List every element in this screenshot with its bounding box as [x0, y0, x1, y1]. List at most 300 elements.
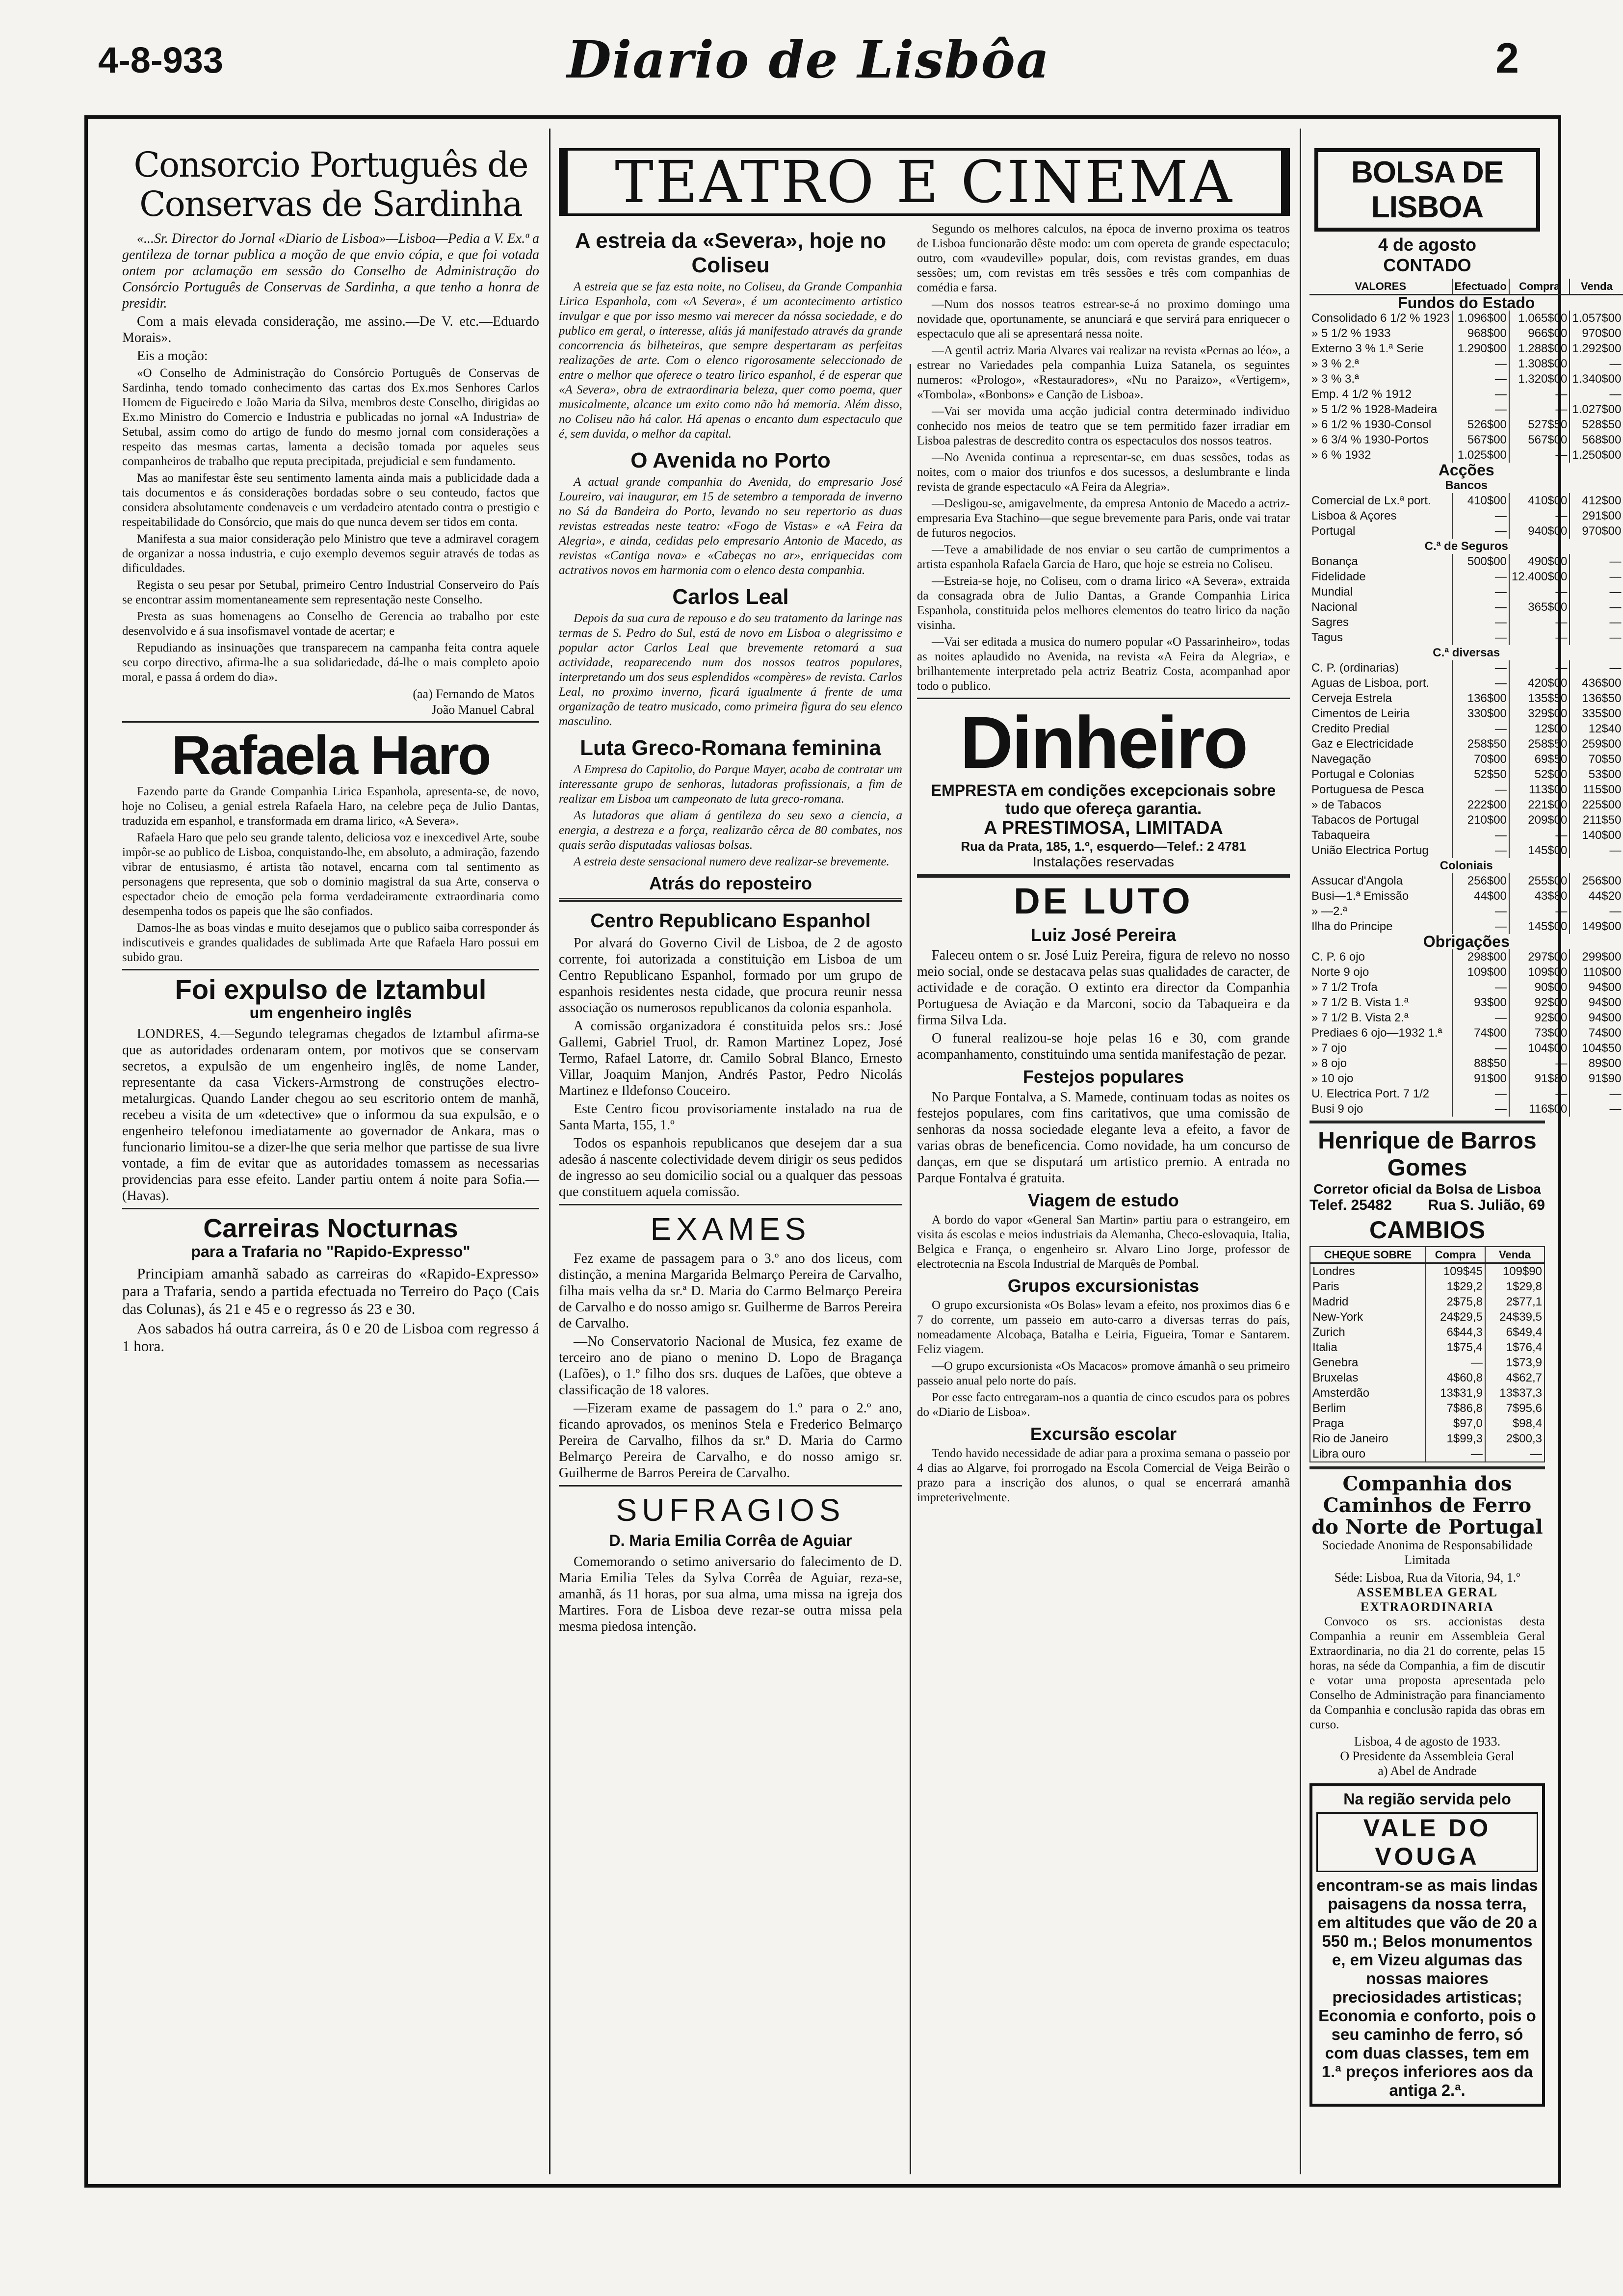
column-rule — [910, 364, 911, 2174]
security-name: Navegação — [1311, 753, 1371, 766]
article-paragraph: Principiam amanhã sabado as carreiras do «Rapido-Expresso» para a Trafaria, sendo a partida efectuada no Terreiro do Paço (Cais das Colunas), ás 21 e 45 e o regresso ás 23 e 30. — [122, 1265, 539, 1317]
article-paragraph: «...Sr. Director do Jornal «Diario de Lisboa»—Lisboa—Pedia a V. Ex.ª a gentileza de tornar publica a moção de que envio cópia, e que foi votada ontem por aclamação em sessão do Conselho de Administração do Consórcio Português de Conservas de Sardinha, a que tenho a honra de presidir. — [122, 231, 539, 311]
price-cell: 410$00 — [1509, 493, 1570, 508]
column-4 — [1309, 138, 1622, 2169]
notice-title: Companhia dos Caminhos de Ferro do Norte de Portugal — [1311, 1472, 1543, 1539]
table-row — [1309, 706, 1623, 721]
article-paragraph: Manifesta a sua maior consideração pelo Ministro que teve a admiravel coragem de organizar a nossa industria, e cujo exemplo devemos seguir através de todas as dificuldades. — [122, 532, 539, 575]
article-paragraph: —Vai ser editada a musica do numero popular «O Passarinheiro», todas as noites aplaudido no Avenida, na revista «A Feira da Alegria», e brilhantemente interpretado pela actriz Beatriz Costa, acompanhad apor todo o publico. — [917, 635, 1290, 693]
article-paragraph: —Estreia-se hoje, no Coliseu, com o drama lirico «A Severa», extraida da consagrada obra de Julio Dantas, a Grande Companhia Lirica Espanhola, constituida pelos melhores elementos do teatro lirico da nação visinha. — [917, 574, 1290, 632]
table-row — [1309, 660, 1623, 676]
table-row — [1310, 1416, 1544, 1431]
article-paragraph: —Teve a amabilidade de nos enviar o seu cartão de cumprimentos a artista espanhola Rafaela Garcia de Haro, que hoje se estreia no Coliseu. — [917, 543, 1290, 571]
notice-line: Sociedade Anonima de Responsabilidade Limitada — [1322, 1538, 1533, 1567]
caminhos-notice — [1309, 1473, 1545, 1778]
rate-cell: 2$00,3 — [1485, 1431, 1544, 1446]
security-name: » 3 % 2.ª — [1311, 357, 1359, 370]
security-name: Assucar d'Angola — [1311, 874, 1403, 887]
divider — [1309, 1466, 1545, 1469]
page-number: 2 — [1495, 35, 1519, 82]
table-row — [1309, 919, 1623, 934]
ad-line: Rua da Prata, 185, 1.º, esquerdo—Telef.: 2 4781 — [961, 839, 1246, 854]
notice-line: O Presidente da Assembleia Geral — [1340, 1749, 1515, 1763]
price-cell: 329$00 — [1509, 706, 1570, 721]
security-name: Portugal e Colonias — [1311, 768, 1414, 781]
price-cell: 94$00 — [1570, 995, 1623, 1010]
currency-city: Italia — [1312, 1341, 1337, 1354]
price-cell: — — [1452, 523, 1509, 539]
security-name: Tabacos de Portugal — [1311, 813, 1419, 827]
table-row — [1309, 1056, 1623, 1071]
table-row — [1309, 523, 1623, 539]
price-cell: — — [1452, 371, 1509, 387]
article-paragraph: —A gentil actriz Maria Alvares vai realizar na revista «Pernas ao léo», a estrear no Variedades pela companhia Luiza Satanela, os seguintes numeros: «Prologo», «Restauradores», «Nu no Paraizo», «Vertigem», «Tombola», «Bonbons» e Canção de Lisboa». — [917, 344, 1290, 401]
price-cell: 1.065$00 — [1509, 311, 1570, 326]
rate-cell: 13$37,3 — [1485, 1385, 1544, 1401]
price-cell: 567$00 — [1452, 432, 1509, 447]
price-cell: 211$50 — [1570, 812, 1623, 828]
price-cell: 966$00 — [1509, 326, 1570, 341]
price-cell: 92$00 — [1509, 1010, 1570, 1025]
price-cell: 221$00 — [1509, 797, 1570, 812]
bolsa-table — [1309, 279, 1623, 1117]
security-name: Cerveja Estrela — [1311, 692, 1392, 705]
phone-number: Telef. 25482 — [1309, 1197, 1392, 1213]
article-title: Excursão escolar — [1030, 1424, 1177, 1444]
bolsa-contado: CONTADO — [1383, 255, 1471, 275]
price-cell: 70$50 — [1570, 752, 1623, 767]
price-cell: — — [1570, 569, 1623, 584]
currency-city: Bruxelas — [1312, 1371, 1359, 1384]
price-cell: 256$00 — [1452, 873, 1509, 888]
article-paragraph: Todos os espanhois republicanos que desejem dar a sua adesão á nascente colectividade devem dirigir os seus pedidos de ingresso ao seu domicilio social ou a qualquer das pessoas que constituem aquela comissão. — [559, 1136, 902, 1200]
signature: João Manuel Cabral — [431, 703, 534, 717]
rate-cell: 1$75,4 — [1426, 1340, 1485, 1355]
security-name: » 5 1/2 % 1933 — [1311, 327, 1391, 340]
table-row — [1309, 447, 1623, 463]
divider — [917, 874, 1290, 878]
price-cell: 88$50 — [1452, 1056, 1509, 1071]
security-name: Portuguesa de Pesca — [1311, 783, 1424, 796]
section-label: C.ª de Seguros — [1424, 540, 1508, 553]
table-row — [1309, 691, 1623, 706]
security-name: Emp. 4 1/2 % 1912 — [1311, 388, 1412, 401]
page-frame — [84, 115, 1622, 2188]
price-cell: — — [1570, 660, 1623, 676]
security-name: Bonança — [1311, 555, 1358, 568]
article-paragraph: LONDRES, 4.—Segundo telegramas chegados de Iztambul afirma-se que as autoridades ordenaram ontem, por motivos que se conservam secretos, a expulsão de um engenheiro inglês, de nome Lander, representante da casa Vickers-Armstrong de construções electro-metalurgicas. Quando Lander chegou ao seu escritorio ontem de manhã, recebeu a visita de um «detective» que o informou da sua expulsão, e o engenheiro telefonou imediatamente ao governador de Ankara, mas o funcionario limitou-se a dizer-lhe que seria melhor que partisse de sua livre vontade, a fim de evitar que as autoridades tomassem as necessarias providencias para esse efeito. Lander partiu ontem á noite para Sofia.—(Havas). — [122, 1026, 539, 1203]
ad-title: Dinheiro — [960, 701, 1247, 783]
price-cell: — — [1452, 630, 1509, 645]
article-title: Rafaela Haro — [171, 725, 490, 786]
currency-city: Amsterdão — [1312, 1386, 1370, 1400]
table-row — [1310, 1385, 1544, 1401]
price-cell: — — [1570, 1101, 1623, 1117]
article-title: Centro Republicano Espanhol — [590, 910, 871, 932]
security-name: » 10 ojo — [1311, 1072, 1354, 1085]
price-cell: 1.340$00 — [1570, 371, 1623, 387]
price-cell: 222$00 — [1452, 797, 1509, 812]
article-title: Atrás do reposteiro — [649, 873, 812, 893]
article-paragraph: Damos-lhe as boas vindas e muito desejamos que o publico saiba corresponder ás indiscutiveis e grandes qualidades de sublimada Arte que Rafaela Haro possui em subido grau. — [122, 921, 539, 964]
table-row — [1310, 1309, 1544, 1325]
price-cell: 567$00 — [1509, 432, 1570, 447]
rate-cell: 6$49,4 — [1485, 1325, 1544, 1340]
security-name: Cimentos de Leiria — [1311, 707, 1410, 720]
table-row — [1309, 736, 1623, 752]
table-row — [1310, 1340, 1544, 1355]
price-cell: — — [1452, 569, 1509, 584]
price-cell: 258$50 — [1509, 736, 1570, 752]
price-cell: 74$00 — [1570, 1025, 1623, 1041]
price-cell: 490$00 — [1509, 554, 1570, 569]
price-cell: — — [1509, 1056, 1570, 1071]
currency-city: Genebra — [1312, 1356, 1359, 1369]
table-row — [1309, 387, 1623, 402]
price-cell: — — [1452, 615, 1509, 630]
price-cell: 568$00 — [1570, 432, 1623, 447]
price-cell: — — [1452, 919, 1509, 934]
price-cell: — — [1570, 630, 1623, 645]
price-cell: — — [1452, 660, 1509, 676]
table-row — [1309, 493, 1623, 508]
article-paragraph: Com a mais elevada consideração, me assino.—De V. etc.—Eduardo Morais». — [122, 314, 539, 345]
price-cell: — — [1570, 904, 1623, 919]
rate-cell: 4$62,7 — [1485, 1370, 1544, 1385]
column-rule — [549, 129, 550, 2174]
table-row — [1309, 995, 1623, 1010]
article-paragraph: Faleceu ontem o sr. José Luiz Pereira, figura de relevo no nosso meio social, onde se destacava pelas suas qualidades de caracter, de actividade e de coração. O extinto era director da Companhia Portuguesa de Aviação e da Marconi, socio da Tabaqueira e da firma Silva Lda. — [917, 948, 1290, 1028]
security-name: Credito Predial — [1311, 722, 1389, 735]
table-row — [1309, 888, 1623, 904]
ad-line: Na região servida pelo — [1343, 1790, 1511, 1808]
security-name: Portugal — [1311, 524, 1356, 538]
price-cell: 12$00 — [1509, 721, 1570, 736]
page-header — [0, 0, 1617, 113]
price-cell: — — [1452, 1101, 1509, 1117]
price-cell: 412$00 — [1570, 493, 1623, 508]
article-subtitle: D. Maria Emilia Corrêa de Aguiar — [609, 1532, 852, 1549]
table-row — [1310, 1431, 1544, 1446]
rate-cell: $98,4 — [1485, 1416, 1544, 1431]
price-cell: 968$00 — [1452, 326, 1509, 341]
currency-city: Berlim — [1312, 1402, 1346, 1415]
security-name: Tabaqueira — [1311, 829, 1370, 842]
price-cell: 113$00 — [1509, 782, 1570, 797]
signature: (aa) Fernando de Matos — [413, 687, 534, 701]
price-cell: 1.096$00 — [1452, 311, 1509, 326]
price-cell: — — [1452, 402, 1509, 417]
article-rafaela — [122, 727, 539, 965]
table-section — [1309, 858, 1623, 873]
price-cell: — — [1509, 447, 1570, 463]
column-2 — [559, 222, 902, 2169]
price-cell: 1.320$00 — [1509, 371, 1570, 387]
price-cell: — — [1509, 904, 1570, 919]
table-header: VALORES — [1309, 279, 1452, 295]
price-cell: 44$20 — [1570, 888, 1623, 904]
article-title: O Avenida no Porto — [630, 448, 831, 472]
ad-title: VALE DO VOUGA — [1316, 1812, 1538, 1872]
divider — [1309, 1121, 1545, 1123]
rate-cell: 1$73,9 — [1485, 1355, 1544, 1370]
table-row — [1310, 1446, 1544, 1462]
price-cell: 1.292$00 — [1570, 341, 1623, 356]
table-row — [1310, 1401, 1544, 1416]
price-cell: 110$00 — [1570, 965, 1623, 980]
rate-cell: 1$99,3 — [1426, 1431, 1485, 1446]
price-cell: 1.308$00 — [1509, 356, 1570, 371]
table-row — [1309, 326, 1623, 341]
price-cell: 109$00 — [1452, 965, 1509, 980]
price-cell: 73$00 — [1509, 1025, 1570, 1041]
vouga-ad — [1309, 1783, 1545, 2107]
notice-line: a) Abel de Andrade — [1378, 1764, 1477, 1778]
price-cell: 330$00 — [1452, 706, 1509, 721]
ad-title: Henrique de Barros Gomes — [1318, 1128, 1537, 1181]
price-cell: — — [1452, 387, 1509, 402]
article-subtitle: Luiz José Pereira — [1030, 925, 1177, 945]
article-consorcio — [122, 145, 539, 717]
price-cell: 52$50 — [1452, 767, 1509, 782]
price-cell: — — [1570, 600, 1623, 615]
security-name: Consolidado 6 1/2 % 1923 — [1311, 312, 1450, 325]
table-row — [1309, 767, 1623, 782]
corretor-ad — [1309, 1127, 1545, 1214]
article-paragraph: Repudiando as insinuações que transparecem na campanha feita contra aquele seu corpo directivo, afirma-lhe a sua solidariedade, dá-lhe o mais completo apoio moral, e passa á ordem do dia». — [122, 641, 539, 684]
table-row — [1309, 949, 1623, 965]
security-name: Nacional — [1311, 600, 1358, 614]
table-row — [1309, 797, 1623, 812]
article-paragraph: Por alvará do Governo Civil de Lisboa, de 2 de agosto corrente, foi autorizada a constituição em Lisboa de um Centro Republicano Espanhol, formado por um grupo de espanhois residentes nesta cidade, que procura reunir nessa associação os numerosos republicanos da colonia espanhola. — [559, 936, 902, 1016]
security-name: Aguas de Lisboa, port. — [1311, 677, 1430, 690]
table-header: Compra — [1509, 279, 1570, 295]
price-cell: 1.027$00 — [1570, 402, 1623, 417]
article-paragraph: —Num dos nossos teatros estrear-se-á no proximo domingo uma novidade que, oportunamente, se anunciará e que servirá para enriquecer o espectaculo que ali se apresentará nessa noite. — [917, 298, 1290, 340]
table-row — [1310, 1263, 1544, 1279]
divider — [559, 898, 902, 902]
divider — [122, 721, 539, 723]
price-cell: 69$50 — [1509, 752, 1570, 767]
security-name: » de Tabacos — [1311, 798, 1382, 811]
price-cell: 527$50 — [1509, 417, 1570, 432]
price-cell: 259$00 — [1570, 736, 1623, 752]
table-row — [1309, 569, 1623, 584]
security-name: Busi—1.ª Emissão — [1311, 889, 1409, 903]
price-cell: — — [1570, 615, 1623, 630]
table-header: Compra — [1426, 1247, 1485, 1263]
security-name: Sagres — [1311, 616, 1349, 629]
table-section — [1309, 295, 1623, 311]
cambios-table — [1309, 1246, 1545, 1462]
article-title: EXAMES — [650, 1211, 811, 1247]
article-paragraph: No Parque Fontalva, a S. Mamede, continuam todas as noites os festejos populares, com fins caritativos, que uma comissão de senhoras da nossa sociedade elegante leva a efeito, a favor de varias obras de beneficencia. Como novidade, ha um concurso de danças, em que se disputará um artistico premio. A entrada no Parque Fontalva é gratuita. — [917, 1090, 1290, 1186]
table-row — [1309, 311, 1623, 326]
price-cell: — — [1452, 356, 1509, 371]
price-cell: 209$00 — [1509, 812, 1570, 828]
price-cell: 93$00 — [1452, 995, 1509, 1010]
price-cell: 1.057$00 — [1570, 311, 1623, 326]
security-name: » 7 1/2 Trofa — [1311, 981, 1378, 994]
price-cell: 116$00 — [1509, 1101, 1570, 1117]
table-section — [1309, 539, 1623, 554]
security-name: U. Electrica Port. 7 1/2 — [1311, 1087, 1430, 1100]
section-label: Bancos — [1445, 479, 1488, 492]
section-title: TEATRO E CINEMA — [559, 148, 1290, 216]
price-cell: 210$00 — [1452, 812, 1509, 828]
table-row — [1309, 615, 1623, 630]
table-section — [1309, 645, 1623, 660]
price-cell: — — [1452, 828, 1509, 843]
security-name: » 5 1/2 % 1928-Madeira — [1311, 403, 1438, 416]
section-label: Fundos do Estado — [1398, 294, 1535, 312]
price-cell: 256$00 — [1570, 873, 1623, 888]
article-paragraph: A estreia que se faz esta noite, no Coliseu, da Grande Companhia Lirica Espanhola, com «A Severa», é um acontecimento artistico invulgar e que por isso mesmo vai merecer da nóssa sociedade, e do publico em geral, o interesse, aliás já manifestado através da grande concorrencia ás bilheteiras, que sempre despertaram as perfeitas realizações de arte. Com o elenco rigorosamente seleccionado de entre o melhor que oferece o teatro lirico espanhol, é de esperar que «A Severa», obra de extraordinaria beleza, quer como poema, quer musicalmente, alcance um exito como não há memoria. Além disso, no Coliseu não há calor. Há apenas o encanto dum espectaculo que é, sem duvida, o melhor da capital. — [559, 280, 902, 441]
security-name: » —2.ª — [1311, 905, 1347, 918]
rate-cell: 7$86,8 — [1426, 1401, 1485, 1416]
price-cell: 136$50 — [1570, 691, 1623, 706]
price-cell: 410$00 — [1452, 493, 1509, 508]
price-cell: 109$00 — [1509, 965, 1570, 980]
price-cell: — — [1509, 1086, 1570, 1101]
ad-line: Instalações reservadas — [1033, 854, 1174, 869]
price-cell: 89$00 — [1570, 1056, 1623, 1071]
price-cell: — — [1509, 828, 1570, 843]
rate-cell: $97,0 — [1426, 1416, 1485, 1431]
article-paragraph: O funeral realizou-se hoje pelas 16 e 30, com grande acompanhamento, constituindo uma sentida manifestação de pezar. — [917, 1031, 1290, 1062]
security-name: Norte 9 ojo — [1311, 965, 1369, 979]
article-paragraph: —No Conservatorio Nacional de Musica, fez exame de terceiro ano de piano o menino D. Lopo de Bragança (Lafões), o 1.º filho dos srs. duques de Lafões, que obteve a classificação de 18 valores. — [559, 1334, 902, 1398]
price-cell: 145$00 — [1509, 919, 1570, 934]
price-cell: 91$90 — [1570, 1071, 1623, 1086]
table-row — [1309, 980, 1623, 995]
price-cell: 291$00 — [1570, 508, 1623, 523]
table-row — [1309, 843, 1623, 858]
article-subtitle: para a Trafaria no "Rapido-Expresso" — [191, 1243, 471, 1260]
article-paragraph: —Fizeram exame de passagem do 1.º para o 2.º ano, ficando aprovados, os meninos Stela e Frederico Belmarço Pereira de Carvalho, filhos da sr.ª D. Maria do Carmo Belmarço Pereira de Carvalho, e do nosso amigo sr. Guilherme de Barros Pereira de Carvalho. — [559, 1401, 902, 1481]
article-paragraph: A estreia deste sensacional numero deve realizar-se brevemente. — [574, 855, 890, 868]
table-row — [1309, 402, 1623, 417]
table-row — [1309, 584, 1623, 600]
table-section — [1309, 463, 1623, 478]
price-cell: 145$00 — [1509, 843, 1570, 858]
column-rule — [1300, 129, 1301, 2174]
security-name: » 7 1/2 B. Vista 1.ª — [1311, 996, 1409, 1009]
article-paragraph: A Empresa do Capitolio, do Parque Mayer, acaba de contratar um interessante grupo de senhoras, lutadoras profissionais, a fim de realizar em Lisboa um campeonato de luta greco-romana. — [559, 763, 902, 806]
section-label: Coloniais — [1440, 859, 1493, 872]
article-paragraph: Segundo os melhores calculos, na época de inverno proxima os teatros de Lisboa funcionarão dêste modo: um com opereta de grande espectaculo; outro, com «vaudeville» popular, dois, com revistas grandes, em duas sessões; um, com revistas em três sessões e três com companhias de comédia e farsa. — [917, 222, 1290, 294]
price-cell: 970$00 — [1570, 326, 1623, 341]
article-paragraph: —No Avenida continua a representar-se, em duas sessões, todas as noites, com o maior dos triunfos e dos sucessos, a deslumbrante e linda revista de grande espectaculo «A Feira da Alegria». — [917, 451, 1290, 494]
price-cell: — — [1452, 904, 1509, 919]
divider — [559, 1485, 902, 1487]
teatro-banner — [559, 138, 1290, 217]
security-name: » 7 1/2 B. Vista 2.ª — [1311, 1011, 1409, 1024]
table-row — [1310, 1355, 1544, 1370]
table-row — [1309, 630, 1623, 645]
price-cell: — — [1509, 508, 1570, 523]
security-name: Tagus — [1311, 631, 1343, 644]
currency-city: New-York — [1312, 1310, 1363, 1324]
price-cell: — — [1452, 1041, 1509, 1056]
price-cell: 94$00 — [1570, 980, 1623, 995]
price-cell: 297$00 — [1509, 949, 1570, 965]
bolsa-title: BOLSA DE LISBOA — [1314, 148, 1540, 232]
article-paragraph: Regista o seu pesar por Setubal, primeiro Centro Industrial Conserveiro do País se encontrar assim momentaneamente sem representação neste Conselho. — [122, 578, 539, 606]
table-row — [1309, 554, 1623, 569]
rate-cell: 24$29,5 — [1426, 1309, 1485, 1325]
table-row — [1309, 904, 1623, 919]
price-cell: 140$00 — [1570, 828, 1623, 843]
article-paragraph: Eis a moção: — [137, 348, 208, 364]
price-cell: 94$00 — [1570, 1010, 1623, 1025]
ad-line: A PRESTIMOSA, LIMITADA — [984, 818, 1223, 838]
price-cell: 500$00 — [1452, 554, 1509, 569]
table-row — [1309, 752, 1623, 767]
price-cell: 92$00 — [1509, 995, 1570, 1010]
article-title: Luta Greco-Romana feminina — [580, 736, 881, 760]
section-label: Acções — [1438, 461, 1494, 479]
divider — [122, 969, 539, 970]
table-row — [1309, 1086, 1623, 1101]
article-paragraph: Fazendo parte da Grande Companhia Lirica Espanhola, apresenta-se, de novo, hoje no Coliseu, a genial estrela Rafaela Haro, na celebre peça de Julio Dantas, traduzida em espanhol, e transformada em drama lirico, «A Severa». — [122, 785, 539, 828]
rate-cell: 1$29,2 — [1426, 1279, 1485, 1294]
table-row — [1309, 965, 1623, 980]
article-paragraph: Por esse facto entregaram-nos a quantia de cinco escudos para os pobres do «Diario de Lisboa». — [917, 1391, 1290, 1419]
table-row — [1309, 812, 1623, 828]
article-paragraph: Rafaela Haro que pelo seu grande talento, deliciosa voz e inexcedivel Arte, soube impôr-se ao publico de Lisboa, conquistando-lhe, em absoluto, a admiração, fazendo vibrar de entusiasmo, é artista tão notavel, encarna com tal sentimento as personagens que representa, que sob o dominio magistral da sua Arte, conserva o espectador cheio de emoção pela forma verdadeiramente extraordinaria como desempenha todos os papeis que lhe são confiados. — [122, 831, 539, 918]
table-row — [1309, 1071, 1623, 1086]
rate-cell: 7$95,6 — [1485, 1401, 1544, 1416]
rate-cell: 24$39,5 — [1485, 1309, 1544, 1325]
article-carreiras — [122, 1216, 539, 1355]
price-cell: 1.025$00 — [1452, 447, 1509, 463]
currency-city: Madrid — [1312, 1295, 1349, 1308]
table-row — [1309, 600, 1623, 615]
issue-date: 4-8-933 — [98, 40, 224, 80]
table-row — [1309, 417, 1623, 432]
article-subtitle: um engenheiro inglês — [249, 1004, 412, 1021]
security-name: Externo 3 % 1.ª Serie — [1311, 342, 1424, 355]
article-paragraph: A comissão organizadora é constituida pelos srs.: José Gallemi, Gabriel Truol, dr. Ramon Martinez Lopez, José Termo, Rafael Latorre, dr. Camilo Sobral Blanco, Ernesto Villar, Joaquim Manjon, Andrés Pastor, Pedro Nicolás Martinez e Ildefonso Couceiro. — [559, 1018, 902, 1098]
table-section — [1309, 934, 1623, 949]
price-cell: 1.290$00 — [1452, 341, 1509, 356]
rate-cell: 109$90 — [1485, 1263, 1544, 1279]
rate-cell: — — [1426, 1446, 1485, 1462]
price-cell: 528$50 — [1570, 417, 1623, 432]
article-paragraph: Depois da sua cura de repouso e do seu tratamento da laringe nas termas de S. Pedro do Sul, está de novo em Lisboa o alegrissimo e popular actor Carlos Leal que brevemente retomará a sua actividade, reaparecendo num dos nossos teatros populares, interpretando um dos seus esplendidos «compères» de revista. Carlos Leal, no proximo inverno, ficará igualmente á frente de uma organização de teatro musicado, como primeira figura do seu elenco masculino. — [559, 612, 902, 728]
table-row — [1310, 1294, 1544, 1309]
price-cell: — — [1452, 782, 1509, 797]
price-cell: 44$00 — [1452, 888, 1509, 904]
notice-line: ASSEMBLEA GERAL EXTRAORDINARIA — [1357, 1585, 1498, 1614]
security-name: União Electrica Portug — [1311, 844, 1429, 857]
article-title: DE LUTO — [1014, 881, 1193, 921]
price-cell: 225$00 — [1570, 797, 1623, 812]
price-cell: 91$00 — [1452, 1071, 1509, 1086]
price-cell: 1.250$00 — [1570, 447, 1623, 463]
price-cell: 70$00 — [1452, 752, 1509, 767]
price-cell: — — [1452, 980, 1509, 995]
security-name: » 7 ojo — [1311, 1042, 1347, 1055]
price-cell: — — [1452, 721, 1509, 736]
price-cell: 258$50 — [1452, 736, 1509, 752]
price-cell: — — [1452, 676, 1509, 691]
security-name: Prediaes 6 ojo—1932 1.ª — [1311, 1026, 1442, 1040]
price-cell: 1.288$00 — [1509, 341, 1570, 356]
price-cell: — — [1452, 843, 1509, 858]
divider — [559, 1204, 902, 1205]
